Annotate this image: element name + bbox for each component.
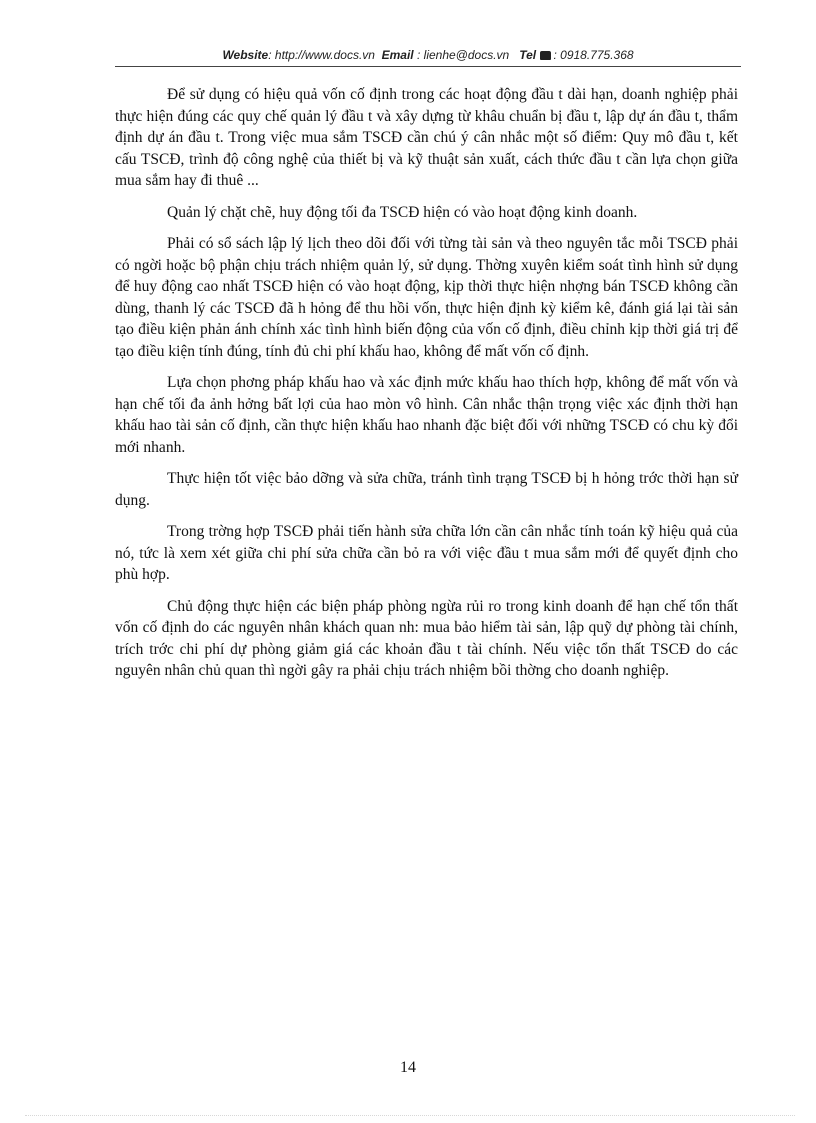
paragraph: Phải có sổ sách lập lý lịch theo dõi đối với từng tài sản và theo nguyên tắc mỗi TSCĐ phải có ngời hoặc bộ phận chịu trách nhiệm quản lý, sử dụng. Thờng xuyên kiểm soát tình hình sử dụng để huy động cao nhất TSCĐ hiện có vào hoạt động, kịp thời thực hiện nhợng bán TSCĐ không cần dùng, thanh lý các TSCĐ đã h hỏng để thu hồi vốn, thực hiện định kỳ kiểm kê, đánh giá lại tài sản tạo điều kiện phản ánh chính xác tình hình biến động của vốn cố định, điều chỉnh kịp thời giá trị để tạo điều kiện tính đúng, tính đủ chi phí khấu hao, không để mất vốn cố định. [115,235,738,360]
phone-icon [540,51,551,60]
website-url[interactable]: : http://www.docs.vn [268,48,375,62]
header-divider [115,66,741,67]
tel-label: Tel [519,48,537,62]
page-number: 14 [400,1059,416,1076]
website-label: Website [222,48,269,62]
page-bottom-edge [25,1115,795,1116]
document-body [115,84,738,692]
tel-number: : 0918.775.368 [553,48,634,62]
paragraph: Lựa chọn phơng pháp khấu hao và xác định mức khấu hao thích hợp, không để mất vốn và hạn chế tối đa ảnh hởng bất lợi của hao mòn vô hình. Cân nhắc thận trọng việc xác định thời hạn khấu hao tài sản cố định, cần thực hiện khấu hao nhanh đặc biệt đối với những TSCĐ có chu kỳ đổi mới nhanh. [115,374,738,456]
paragraph: Chủ động thực hiện các biện pháp phòng ngừa rủi ro trong kinh doanh để hạn chế tổn thất vốn cố định do các nguyên nhân khách quan nh: mua bảo hiểm tài sản, lập quỹ dự phòng tài chính, trích trớc chi phí dự phòng giảm giá các khoản đầu t tài chính. Nếu việc tổn thất TSCĐ do các nguyên nhân chủ quan thì ngời gây ra phải chịu trách nhiệm bồi thờng cho doanh nghiệp. [115,597,738,679]
email-address[interactable]: : lienhe@docs.vn [416,48,510,62]
page-header [115,47,741,63]
paragraph: Thực hiện tốt việc bảo dỡng và sửa chữa, tránh tình trạng TSCĐ bị h hỏng trớc thời hạn sử dụng. [115,470,738,509]
paragraph: Để sử dụng có hiệu quả vốn cố định trong các hoạt động đầu t dài hạn, doanh nghiệp phải thực hiện đúng các quy chế quản lý đầu t và xây dựng từ khâu chuẩn bị đầu t, lập dự án đầu t, thẩm định dự án đầu t. Trong việc mua sắm TSCĐ cần chú ý cân nhắc một số điểm: Quy mô đầu t, kết cấu TSCĐ, trình độ công nghệ của thiết bị và kỹ thuật sản xuất, cách thức đầu t cần lựa chọn giữa mua sắm hay đi thuê ... [115,86,738,189]
paragraph: Quản lý chặt chẽ, huy động tối đa TSCĐ hiện có vào hoạt động kinh doanh. [167,203,638,221]
paragraph: Trong trờng hợp TSCĐ phải tiến hành sửa chữa lớn cần cân nhắc tính toán kỹ hiệu quả của nó, tức là xem xét giữa chi phí sửa chữa cần bỏ ra với việc đầu t mua sắm mới để quyết định cho phù hợp. [115,523,738,583]
email-label: Email [381,48,414,62]
